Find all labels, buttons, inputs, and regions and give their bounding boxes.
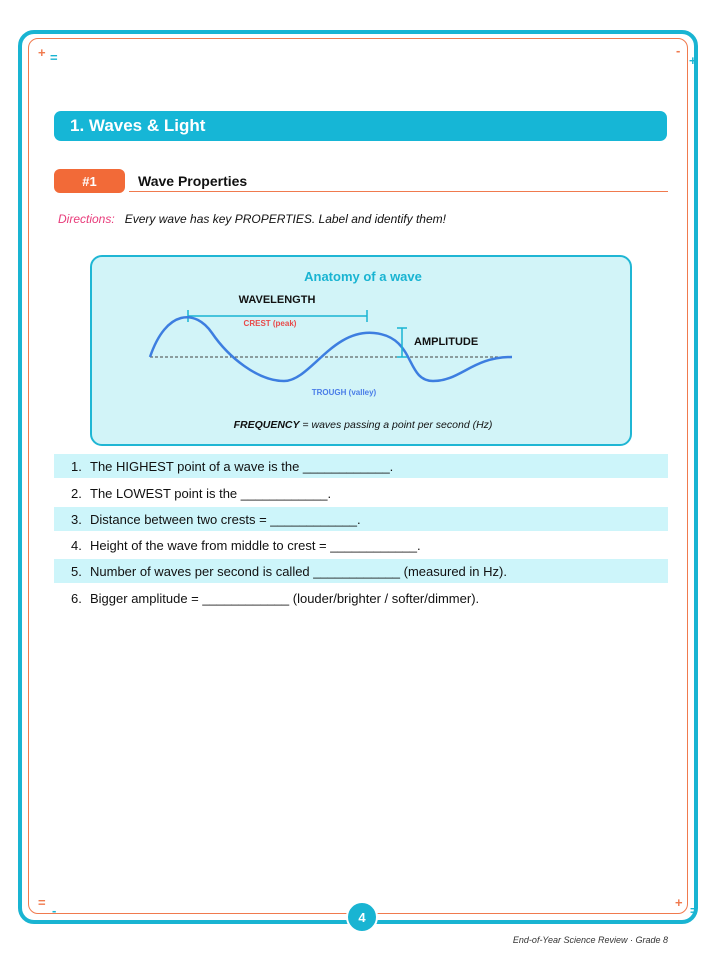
trough-label: TROUGH (valley) [311, 388, 377, 397]
question-row [54, 481, 668, 505]
question-row [54, 586, 668, 610]
wavelength-label: WAVELENGTH [238, 294, 316, 306]
item-title-rule [129, 191, 668, 192]
question-number: 6. [71, 590, 82, 606]
item-number-badge: #1 [54, 169, 125, 193]
question-text: Bigger amplitude = ____________ (louder/brighter / softer/dimmer). [90, 590, 480, 606]
question-text: The LOWEST point is the ____________. [90, 485, 332, 501]
question-text: Number of waves per second is called ____________ (measured in Hz). [90, 563, 507, 579]
question-row [54, 533, 668, 557]
question-number: 5. [71, 563, 82, 579]
directions-label: Directions: [58, 212, 115, 226]
directions-text: Every wave has key PROPERTIES. Label and identify them! [124, 212, 446, 226]
corner-plus-mark: + [38, 45, 46, 60]
corner-minus-mark: - [676, 43, 681, 58]
corner-minus-mark: - [52, 903, 57, 918]
corner-plus-mark: + [675, 895, 683, 910]
section-title: 1. Waves & Light [70, 116, 206, 135]
section-banner [54, 111, 667, 141]
page-number-badge: 4 [346, 901, 378, 933]
wave-diagram [92, 257, 634, 448]
item-title: Wave Properties [138, 173, 248, 189]
question-number: 2. [71, 485, 82, 501]
question-text: Distance between two crests = ____________. [90, 511, 361, 527]
question-row [54, 507, 668, 531]
crest-label: CREST (peak) [243, 319, 297, 328]
question-number: 1. [71, 458, 82, 474]
corner-equals-mark: = [50, 50, 58, 65]
footer-text: End-of-Year Science Review · Grade 8 [512, 935, 668, 945]
amplitude-label: AMPLITUDE [414, 336, 479, 348]
question-number: 4. [71, 537, 82, 553]
question-number: 3. [71, 511, 82, 527]
question-text: The HIGHEST point of a wave is the ____________. [90, 458, 394, 474]
corner-equals-mark: = [38, 895, 46, 910]
directions [58, 212, 446, 226]
question-row [54, 454, 668, 478]
diagram-title: Anatomy of a wave [304, 269, 422, 284]
frequency-definition [234, 419, 493, 431]
corner-equals-mark: = [690, 903, 698, 918]
wave-curve [150, 317, 512, 381]
corner-plus-mark: + [689, 53, 697, 68]
question-text: Height of the wave from middle to crest = ____________. [90, 537, 421, 553]
question-row [54, 559, 668, 583]
wave-diagram-box [90, 255, 632, 446]
frequency-text: = waves passing a point per second (Hz) [299, 419, 493, 431]
frequency-term: FREQUENCY [233, 419, 300, 431]
